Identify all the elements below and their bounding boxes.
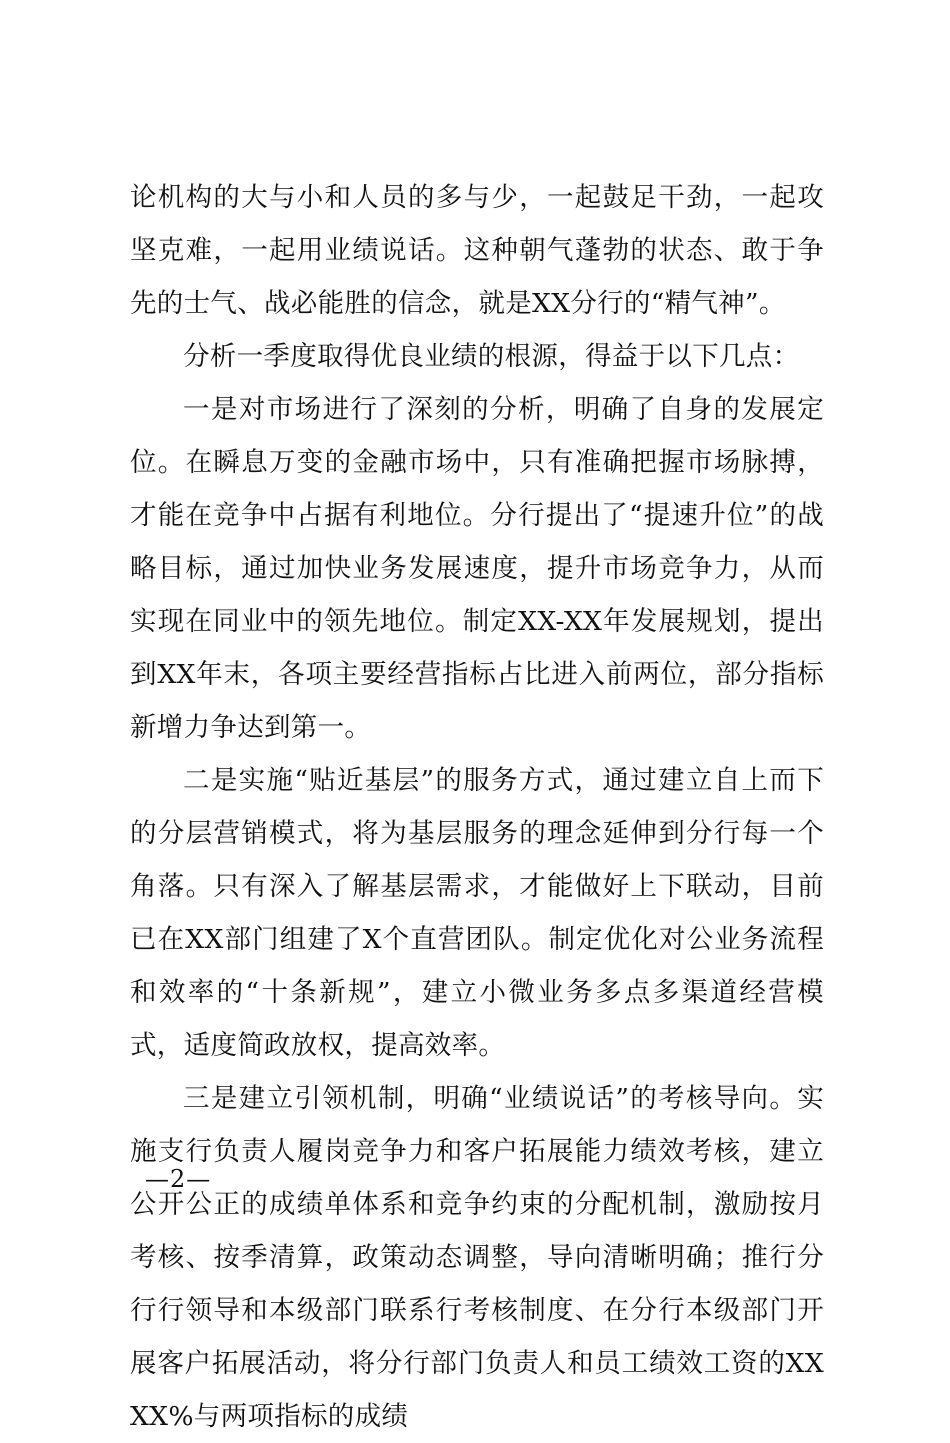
paragraph-point-one: 一是对市场进行了深刻的分析，明确了自身的发展定位。在瞬息万变的金融市场中，只有准确把握市场脉搏，才能在竞争中占据有利地位。分行提出了“提速升位”的战略目标，通过加快业务发展速度，提升市场竞争力，从而实现在同业中的领先地位。制定XX-XX年发展规划，提出到XX年末，各项主要经营指标占比进入前两位，部分指标新增力争达到第一。 [130,394,824,743]
document-body [130,171,824,1443]
page-number: —2— [145,1165,212,1193]
paragraph-point-three: 三是建立引领机制，明确“业绩说话”的考核导向。实施支行负责人履岗竞争力和客户拓展能力绩效考核，建立公开公正的成绩单体系和竞争约束的分配机制，激励按月考核、按季清算，政策动态调整，导向清晰明确；推行分行行领导和本级部门联系行考核制度、在分行本级部门开展客户拓展活动，将分行部门负责人和员工绩效工资的XXXX%与两项指标的成绩 [130,1083,824,1432]
paragraph-continuation: 论机构的大与小和人员的多与少，一起鼓足干劲，一起攻坚克难，一起用业绩说话。这种朝气蓬勃的状态、敢于争先的士气、战必能胜的信念，就是XX分行的“精气神”。 [130,182,824,319]
paragraph-point-two: 二是实施“贴近基层”的服务方式，通过建立自上而下的分层营销模式，将为基层服务的理念延伸到分行每一个角落。只有深入了解基层需求，才能做好上下联动，目前已在XX部门组建了X个直营团队。制定优化对公业务流程和效率的“十条新规”，建立小微业务多点多渠道经营模式，适度简政放权，提高效率。 [130,765,824,1061]
paragraph-analysis-intro: 分析一季度取得优良业绩的根源，得益于以下几点： [183,341,800,372]
